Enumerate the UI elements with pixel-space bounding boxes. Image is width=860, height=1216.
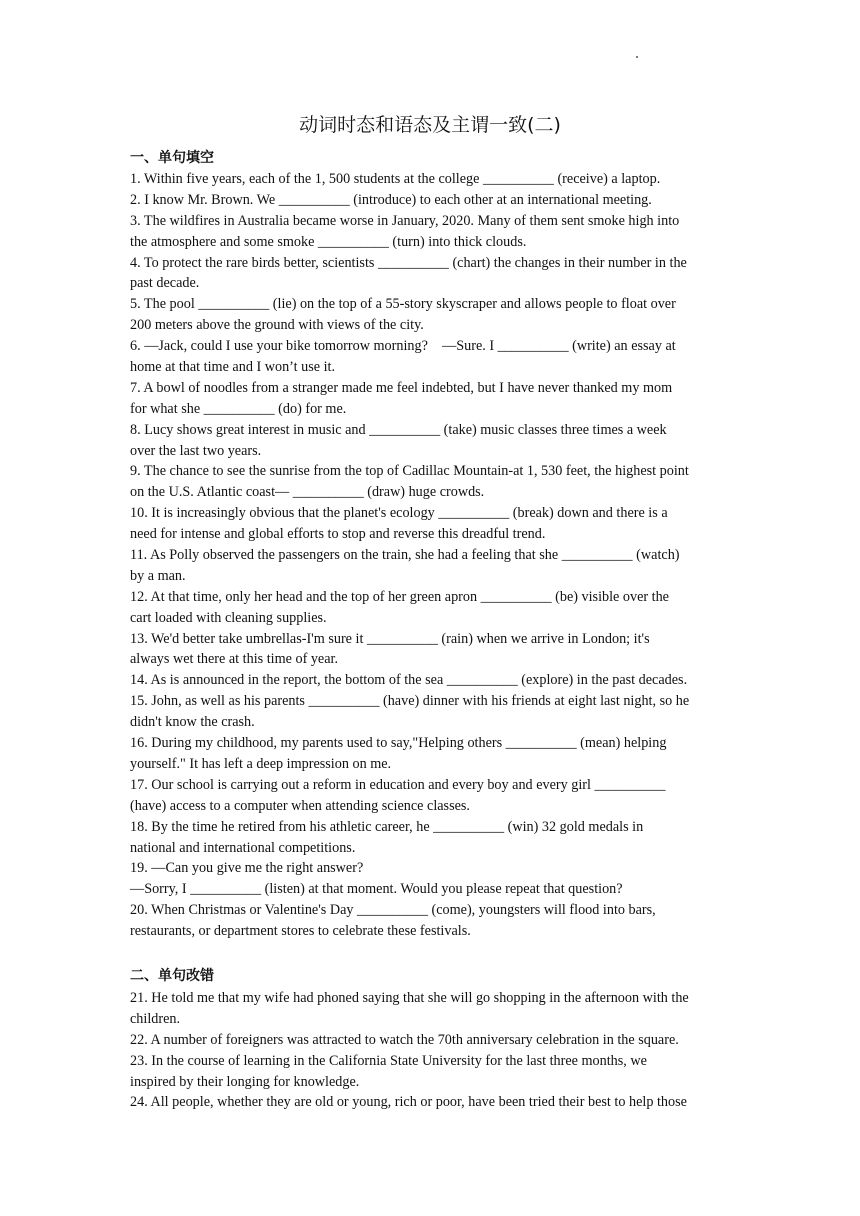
question-line: 23. In the course of learning in the California State University for the last three months, we [130, 1052, 647, 1069]
question-line: 11. As Polly observed the passengers on the train, she had a feeling that she __________ (watch) [130, 547, 680, 564]
question-line: by a man. [130, 567, 186, 584]
question-line: always wet there at this time of year. [130, 651, 339, 668]
page-title: 动词时态和语态及主谓一致(二) [299, 114, 561, 136]
question-line: 14. As is announced in the report, the bottom of the sea __________ (explore) in the past decades. [130, 672, 688, 689]
header-dot [636, 56, 638, 58]
question-line: 22. A number of foreigners was attracted to watch the 70th anniversary celebration in the square. [130, 1031, 679, 1048]
question-line: need for intense and global efforts to stop and reverse this dreadful trend. [130, 526, 546, 543]
question-line: 3. The wildfires in Australia became worse in January, 2020. Many of them sent smoke high into [130, 212, 680, 229]
question-line: over the last two years. [130, 442, 262, 459]
question-line: (have) access to a computer when attending science classes. [130, 797, 470, 814]
question-line: 16. During my childhood, my parents used to say,"Helping others __________ (mean) helping [130, 735, 667, 752]
section-fill-in-questions [130, 169, 740, 942]
question-line: children. [130, 1010, 181, 1027]
question-line: national and international competitions. [130, 839, 356, 856]
question-line: 19. —Can you give me the right answer? [130, 860, 364, 877]
question-line: 9. The chance to see the sunrise from the top of Cadillac Mountain-at 1, 530 feet, the highest point [130, 463, 689, 480]
question-line: —Sorry, I __________ (listen) at that moment. Would you please repeat that question? [130, 881, 623, 898]
question-line: 2. I know Mr. Brown. We __________ (introduce) to each other at an international meeting. [130, 191, 652, 208]
question-line: 17. Our school is carrying out a reform in education and every boy and every girl __________ [130, 776, 666, 793]
section-heading-fill-in: 一、单句填空 [130, 150, 214, 166]
question-line: 6. —Jack, could I use your bike tomorrow morning? —Sure. I __________ (write) an essay at [130, 338, 676, 355]
question-line: the atmosphere and some smoke __________ (turn) into thick clouds. [130, 233, 527, 250]
question-line: 21. He told me that my wife had phoned saying that she will go shopping in the afternoon with the [130, 990, 689, 1006]
question-line: cart loaded with cleaning supplies. [130, 609, 327, 626]
question-line: for what she __________ (do) for me. [130, 400, 347, 417]
question-line: 7. A bowl of noodles from a stranger made me feel indebted, but I have never thanked my mom [130, 379, 673, 396]
question-line: 5. The pool __________ (lie) on the top of a 55-story skyscraper and allows people to float over [130, 296, 676, 313]
question-line: 20. When Christmas or Valentine's Day __________ (come), youngsters will flood into bars, [130, 902, 656, 919]
question-line: 12. At that time, only her head and the top of her green apron __________ (be) visible over the [130, 588, 669, 605]
section-heading-error-correction: 二、单句改错 [130, 968, 214, 984]
question-line: 13. We'd better take umbrellas-I'm sure it __________ (rain) when we arrive in London; it's [130, 630, 650, 647]
question-line: 24. All people, whether they are old or young, rich or poor, have been tried their best to help those [130, 1094, 687, 1111]
question-line: 200 meters above the ground with views of the city. [130, 317, 424, 334]
question-line: 1. Within five years, each of the 1, 500 students at the college __________ (receive) a laptop. [130, 171, 661, 187]
question-line: yourself." It has left a deep impression on me. [130, 755, 392, 772]
section-error-correction-questions [130, 988, 740, 1113]
question-line: didn't know the crash. [130, 714, 255, 731]
question-line: restaurants, or department stores to celebrate these festivals. [130, 923, 471, 940]
question-line: inspired by their longing for knowledge. [130, 1073, 360, 1090]
question-line: 10. It is increasingly obvious that the planet's ecology __________ (break) down and there is a [130, 505, 668, 522]
question-line: 18. By the time he retired from his athletic career, he __________ (win) 32 gold medals in [130, 818, 644, 835]
question-line: on the U.S. Atlantic coast— __________ (draw) huge crowds. [130, 484, 485, 501]
question-line: 15. John, as well as his parents __________ (have) dinner with his friends at eight last night, so he [130, 693, 690, 710]
question-line: home at that time and I won’t use it. [130, 359, 336, 376]
question-line: past decade. [130, 275, 200, 292]
question-line: 4. To protect the rare birds better, scientists __________ (chart) the changes in their number in the [130, 254, 687, 271]
question-line: 8. Lucy shows great interest in music and __________ (take) music classes three times a week [130, 421, 667, 438]
